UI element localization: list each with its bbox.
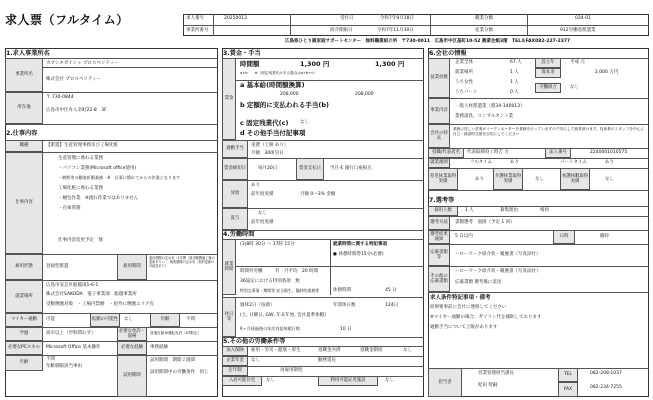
method-label: 選考方法: [428, 216, 450, 230]
housing: なし: [266, 378, 275, 383]
total: 67 人: [510, 60, 522, 65]
founded: 平成 元: [570, 60, 585, 65]
name-kana: カブシキガイシャ プロスペリティー: [46, 61, 119, 66]
fixed: 再雇用制度: [280, 368, 303, 373]
wage-label: 賃金: [222, 58, 236, 140]
closing: 毎月20日: [258, 166, 278, 171]
mycar: 可能: [46, 317, 55, 322]
age-label: 年齢: [150, 313, 180, 327]
license-label: 必要な免許・資格: [118, 328, 146, 339]
contact-title: 営業管理担当課長: [478, 371, 514, 376]
age-reason-label: 年齢: [5, 355, 43, 371]
union-label: 労働組合: [535, 83, 561, 93]
experience: 事務経験: [150, 345, 168, 350]
contact-name: 松田 智嗣: [478, 383, 498, 388]
female: 1 人: [510, 80, 519, 85]
payday-label: 賃金支払日: [296, 158, 324, 180]
commute: 実費（上限 あり）: [251, 143, 289, 148]
job-no-label: 求人番号: [186, 16, 204, 21]
hourly-to: 1,300 円: [375, 60, 405, 68]
closing-label: 賃金締切日: [222, 158, 248, 180]
page-title: 求人票（フルタイム）: [5, 13, 129, 27]
content-line-6: ・在庫管理: [58, 206, 81, 211]
annual-label: 年間休日数: [333, 303, 356, 308]
business-label: 事業内容: [428, 98, 450, 124]
pc-label: 必要なPCスキル: [5, 341, 43, 355]
employees-label: 従業員数: [428, 58, 450, 98]
leave: あり: [475, 177, 484, 182]
content-line-1: 生産管理に係わる業務: [58, 156, 103, 161]
housing-label: 入居可能住宅: [222, 376, 262, 386]
job-no: 20250013: [224, 16, 247, 21]
base-to: 208,000: [355, 92, 374, 97]
mycar-label: マイカー通勤: [5, 313, 43, 327]
fax-label: FAX: [558, 382, 578, 397]
workplace-addr: 広島市安芸区船越南1-6-1: [46, 283, 99, 288]
break-label: 休憩時間: [333, 288, 351, 293]
other-allowance-label: d その他手当付記事項: [240, 129, 306, 137]
hire-label: 採用人数: [428, 206, 458, 216]
occupation-label: 職種: [5, 140, 43, 152]
apply: ハローワーク紹介状・履歴書（写真添付）: [455, 252, 541, 257]
occupation: 【派遣】生産管理事務及び工場化粧: [46, 143, 118, 148]
hire: 1 人: [465, 208, 474, 213]
apply-repeat: ハローワーク紹介状・履歴書（写真添付）: [455, 269, 541, 274]
s7-heading: 7.選考等: [429, 197, 455, 204]
part: 0 人: [510, 90, 519, 95]
overtime-label: 時間外労働: [240, 269, 263, 274]
total-label: 企業全体: [455, 60, 473, 65]
notes-heading: 求人条件特記事項・備考: [430, 295, 491, 301]
female-label: うち女性: [455, 80, 473, 85]
education-label: 学歴: [5, 327, 43, 341]
childcare-label: 利用可能託児施設: [318, 376, 378, 386]
receipt-label: 受付日: [340, 16, 354, 21]
center-info: 広島県ひとり親家庭サポートセンター 無料職業紹介所 〒730-0011 広島市中区基町10-52 農業会館3階 TEL＆FAX082-227-2377: [285, 39, 571, 44]
raise-label: 昇給: [222, 180, 248, 208]
parttime: あり: [605, 160, 614, 165]
reason: 増員: [540, 208, 549, 213]
business: 一般人材派遣業（派34-140013）: [455, 104, 525, 109]
fixed-label: 定年制: [222, 366, 248, 376]
office-no-label: 事業所番号: [186, 28, 209, 33]
workplace-company: 株式会社SAKODA 電子事業部 船越事業所: [46, 292, 137, 297]
founded-label: 設立年: [535, 58, 561, 68]
bonus-note: 前年度実績: [251, 220, 274, 225]
s3-heading: 3.賃金・手当: [223, 50, 261, 57]
overtime-pay-label: c 固定残業代(c): [240, 119, 289, 127]
holiday-label: 休日等: [222, 297, 236, 337]
reason-label: 募集理由: [500, 208, 518, 213]
bonus: なし: [258, 211, 267, 216]
contact-label: 担当者: [428, 368, 462, 397]
work-time: (1)8時 30分 ～ 17時 15分: [240, 242, 295, 247]
leave-label: 育児休業取得実績: [428, 168, 458, 190]
fax: 082-234-7255: [590, 385, 622, 390]
age-value: 不問: [46, 357, 55, 362]
bonus-label: 賞与: [222, 208, 248, 230]
full-label: フルタイム: [470, 160, 493, 165]
insurance: 雇用・労災・健康・厚生: [251, 348, 301, 353]
pc: Microsoft Office 基本操作: [46, 345, 101, 350]
content-line-5: ・梱包作業 ※流れ作業ではありません: [58, 196, 139, 201]
rep-label: 役職/代表者名: [428, 148, 464, 158]
capital-label: 資本金: [535, 68, 561, 78]
base-from: 208,000: [280, 92, 299, 97]
hourly-from: 1,300 円: [300, 60, 330, 68]
license: 普通自動車運転免許（AT限定）: [150, 331, 202, 335]
tel-label: TEL: [558, 368, 578, 382]
annual: 124日: [385, 303, 399, 308]
experience-label: 必要な経験: [117, 341, 147, 355]
commute-label: 通勤手当: [222, 140, 248, 158]
paid-label: 6ヶ月経過後の年次有給休暇日数: [240, 326, 300, 331]
full: あり: [510, 160, 519, 165]
fixed-allowance-label: b 定額的に支払われる手当(b): [240, 101, 330, 109]
date-label: 日時: [553, 230, 575, 244]
care: なし: [535, 177, 544, 182]
holiday: 週休2日（毎週）: [240, 303, 275, 308]
note-1: 原則要事前に会社に連絡してください: [430, 305, 507, 310]
referral-date: 令和7年11月30日: [377, 28, 414, 33]
apply-label: 応募書類等: [428, 244, 450, 266]
retire2-label: 退職金制度: [360, 348, 383, 353]
content-line-3: ・納期等の顧客折衝業務 ※ 仕事に慣れてからの作業となります: [58, 175, 181, 180]
date: 随時: [600, 234, 609, 239]
address-label: 所在地: [5, 92, 43, 124]
special-note: 特別な事情・期間等 安全衛生、臨時的業務等: [240, 288, 320, 293]
extend-label: 勤務延長: [318, 358, 336, 363]
union: なし: [570, 85, 579, 90]
employment: 登録型派遣: [46, 264, 69, 269]
nursing-label: 看護休暇取得実績: [560, 168, 590, 190]
raise-amount: 月額 0～3% 金額: [300, 192, 336, 197]
other-apply: 応募書類 選考後に返送: [455, 280, 502, 285]
postal: 〒 730-0844: [46, 95, 74, 100]
workplace-emp: 1 人: [510, 70, 519, 75]
hourly-note: a+b ※（固定残業代がある場合はa+b+c）: [240, 71, 317, 75]
break: 45 分: [385, 288, 397, 293]
trial: 試用期間 期間２週間: [150, 358, 195, 363]
age: 不問: [186, 317, 195, 322]
holiday-detail: (土, 日曜日, GW, 年末年始, 会社夏季休暇): [240, 313, 326, 318]
work-time-label: 就業時間: [222, 239, 236, 295]
smoking: 受動喫煙対策 ・工場内禁煙 ・屋外に喫煙エリア有: [46, 302, 154, 307]
business2: 業務請負、コンサルタント業: [455, 114, 514, 119]
content-line-4: 工場化粧に係わる業務: [58, 186, 103, 191]
note-2: ※マイカー通勤の場合、ガソリン代を補助しております: [430, 315, 542, 320]
salary-note: 年齢制限該当事由: [46, 364, 82, 369]
s5-heading: 5.その他の労働条件等: [223, 338, 286, 345]
care-label: 介護休業取得実績: [493, 168, 523, 190]
commute-cap: 月額 300円/日: [251, 151, 284, 156]
method: 書類選考 面接（予定 1 回）: [455, 220, 515, 225]
period-label: 雇用期間: [117, 254, 147, 280]
pension-label: 企業年金: [222, 356, 248, 366]
pension: なし: [251, 358, 260, 363]
result-label: 選考結果通知: [428, 230, 450, 244]
base-label: a 基本給(時間額換算): [240, 81, 305, 89]
corp: 2240001010575: [590, 150, 628, 155]
result: 5 日以内: [455, 234, 473, 239]
nursing: なし: [605, 177, 614, 182]
feature-label: 会社の特長: [428, 124, 450, 148]
childcare: なし: [385, 378, 394, 383]
industry-label: 産業分類: [475, 28, 493, 33]
special: 36協定における特別条項 無: [240, 279, 300, 284]
capital: 2,000 万円: [595, 70, 619, 75]
period-note: 雇用期間の定め有（1年間（雇用期間満了後の更新あり））、就業期間の定め有（契約更新の可能性あり）: [149, 256, 215, 268]
rep: 代表取締役 / 時吉 力: [467, 150, 509, 155]
trial-cond: 試用期間中の労働条件 同じ: [150, 370, 209, 375]
trial-label: 試用期間: [117, 355, 147, 397]
s4-heading: 4.労働時間: [223, 231, 255, 238]
parttime-label: パートタイム: [560, 160, 587, 165]
work-rule-label: 就業規則: [428, 158, 450, 168]
education: 高卒以上（学科問わず）: [46, 331, 96, 336]
flex-heading: 就業時間に関する特記事項: [333, 242, 387, 247]
s2-heading: 2.仕事内容: [6, 130, 38, 137]
feature: 業務に詳しい営業がコーディネーターを業務を行っていますので安心して就業頂けます。技術系のスタッフを中心に自立・経済的支援を目的にしてください: [453, 127, 645, 136]
other-apply-label: その他の応募書類: [428, 266, 450, 292]
retire-label: 退職金共済: [318, 348, 341, 353]
transfer-label: 転勤の可能性: [90, 313, 120, 327]
tel: 082-208-1037: [590, 371, 622, 376]
paid: 10 日: [340, 327, 352, 332]
category: 034-01: [575, 16, 591, 21]
workplace-emp-label: 就業場所: [455, 70, 473, 75]
receipt-date: 令和7年9月18日: [380, 16, 414, 21]
corp-label: 法人番号: [545, 148, 571, 158]
raise: あり: [251, 183, 260, 188]
company-name: 株式会社 プロスペリティー: [46, 77, 101, 82]
workplace-label: 就業場所: [5, 280, 43, 313]
content-line-8: 仕事内容変更予定 無: [58, 238, 103, 243]
hourly-label: 時間額: [240, 60, 260, 68]
address: 広島市中区舟入幸町22-8 3F: [46, 108, 107, 113]
transfer: なし: [124, 317, 133, 322]
insurance-label: 加入保険: [222, 346, 248, 356]
overtime: 有 月平均 20 時間: [275, 269, 319, 274]
content-label: 仕事内容: [5, 152, 43, 254]
name-label: 事業所名: [5, 58, 43, 92]
category-label: 職業分類: [475, 16, 493, 21]
employment-label: 雇用形態: [5, 254, 43, 280]
content-line-2: ・パソコン業務(Microsoft office使用): [58, 166, 137, 171]
overtime-pay: なし: [300, 120, 309, 125]
part-label: うちパート: [455, 90, 478, 95]
referral-label: 紹介期限日: [330, 28, 353, 33]
retire2: なし: [403, 348, 412, 353]
s1-heading: 1.求人事業所名: [6, 50, 50, 57]
note-3: 通勤手当について上限があります: [430, 325, 498, 330]
s6-heading: 6.会社の情報: [429, 50, 467, 57]
payday: 当月末 銀行口座振込: [330, 166, 372, 171]
industry: 912労働者派遣業: [560, 28, 596, 33]
raise-note: 前年度実績: [251, 192, 274, 197]
flex-note: ● 休憩時間帯15分(必要): [333, 252, 384, 257]
